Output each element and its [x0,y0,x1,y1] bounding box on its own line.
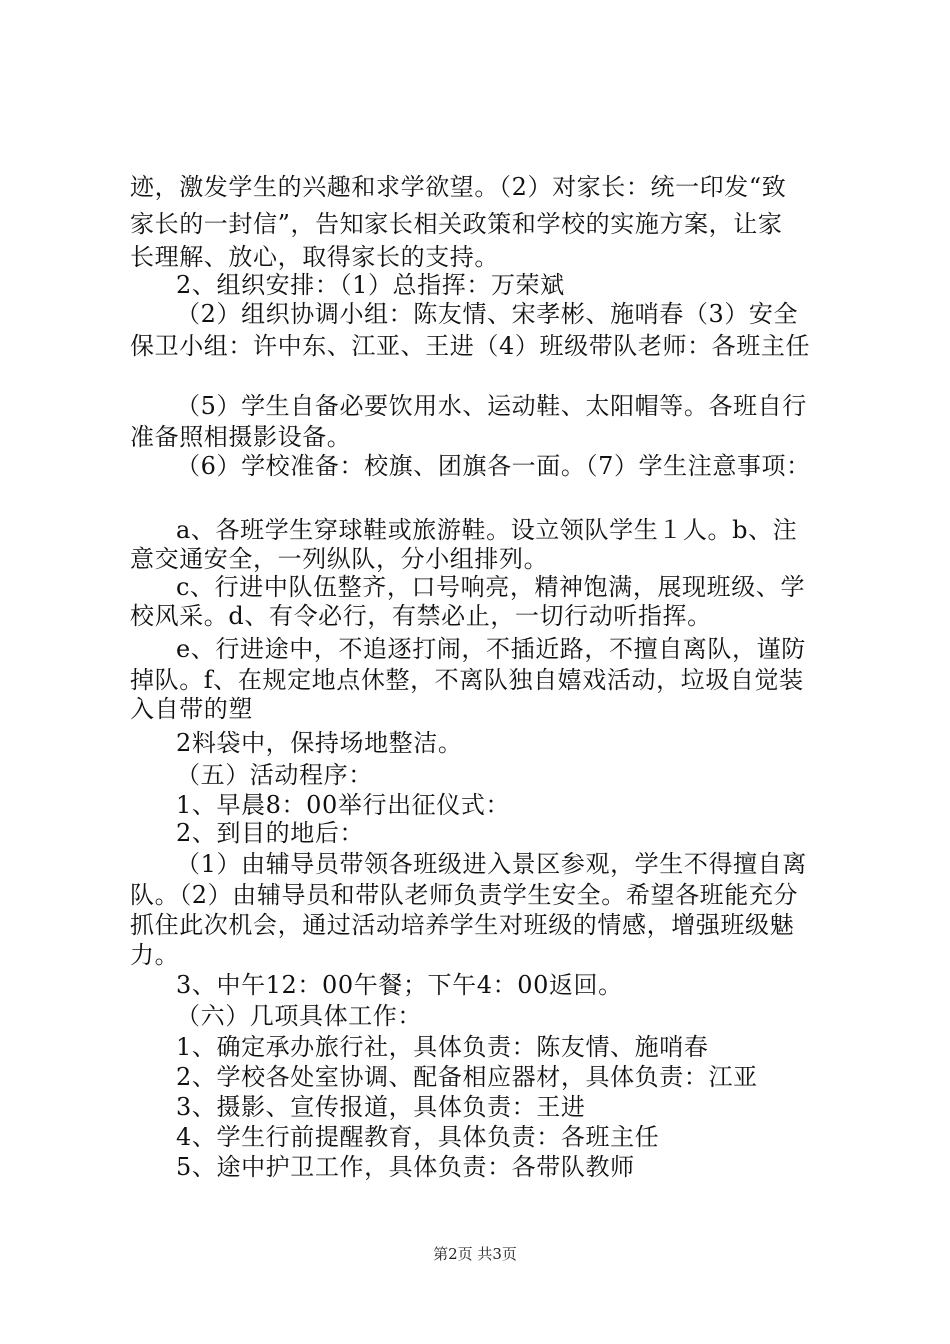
text-line: 力。 [130,941,180,969]
text-line: 2、学校各处室协调、配备相应器材，具体负责：江亚 [176,1063,758,1091]
text-line: （五）活动程序： [176,761,373,789]
text-line: 队。（2）由辅导员和带队老师负责学生安全。希望各班能充分 [130,881,799,909]
text-line: 2、到目的地后： [176,819,365,847]
text-line: a、各班学生穿球鞋或旅游鞋。设立领队学生１人。b、注 [176,516,798,544]
text-line: 5、途中护卫工作，具体负责：各带队教师 [176,1153,635,1181]
text-line: 抓住此次机会，通过活动培养学生对班级的情感，增强班级魅 [130,911,795,939]
text-line: 家长的一封信”，告知家长相关政策和学校的实施方案，让家 [130,210,783,238]
text-line: e、行进途中，不追逐打闹，不插近路，不擅自离队，谨防 [176,635,806,663]
text-line: 准备照相摄影设备。 [130,423,352,451]
text-line: 4、学生行前提醒教育，具体负责：各班主任 [176,1123,660,1151]
text-line: 保卫小组：许中东、江亚、王进（4）班级带队老师：各班主任 [130,332,811,360]
text-line: （六）几项具体工作： [176,1002,422,1030]
text-line: 校风采。d、有令必行，有禁必止，一切行动听指挥。 [130,602,712,630]
text-line: （6）学校准备：校旗、团旗各一面。（7）学生注意事项： [176,452,811,480]
text-line: 2、组织安排：（1）总指挥：万荣斌 [176,271,565,299]
text-line: 1、早晨8：00举行出征仪式： [176,791,511,819]
text-line: （2）组织协调小组：陈友情、宋孝彬、施哨春（3）安全 [176,300,799,328]
text-line: 3、摄影、宣传报道，具体负责：王进 [176,1093,586,1121]
text-line: 2料袋中，保持场地整洁。 [176,729,463,757]
text-line: 长理解、放心，取得家长的支持。 [130,243,499,271]
text-line: 意交通安全，一列纵队，分小组排列。 [130,545,549,573]
text-line: c、行进中队伍整齐，口号响亮，精神饱满，展现班级、学 [176,573,806,601]
page-number-footer: 第2页 共3页 [433,1245,517,1263]
text-line: 入自带的塑 [130,695,253,723]
text-line: 1、确定承办旅行社，具体负责：陈友情、施哨春 [176,1033,709,1061]
text-line: 迹，激发学生的兴趣和求学欲望。（2）对家长：统一印发“致 [130,173,787,201]
text-line: （5）学生自备必要饮用水、运动鞋、太阳帽等。各班自行 [176,392,807,420]
text-line: （1）由辅导员带领各班级进入景区参观，学生不得擅自离 [176,850,807,878]
text-line: 3、中午12：00午餐；下午4：00返回。 [176,971,623,999]
text-line: 掉队。f、在规定地点休整，不离队独自嬉戏活动，垃圾自觉装 [130,666,804,694]
